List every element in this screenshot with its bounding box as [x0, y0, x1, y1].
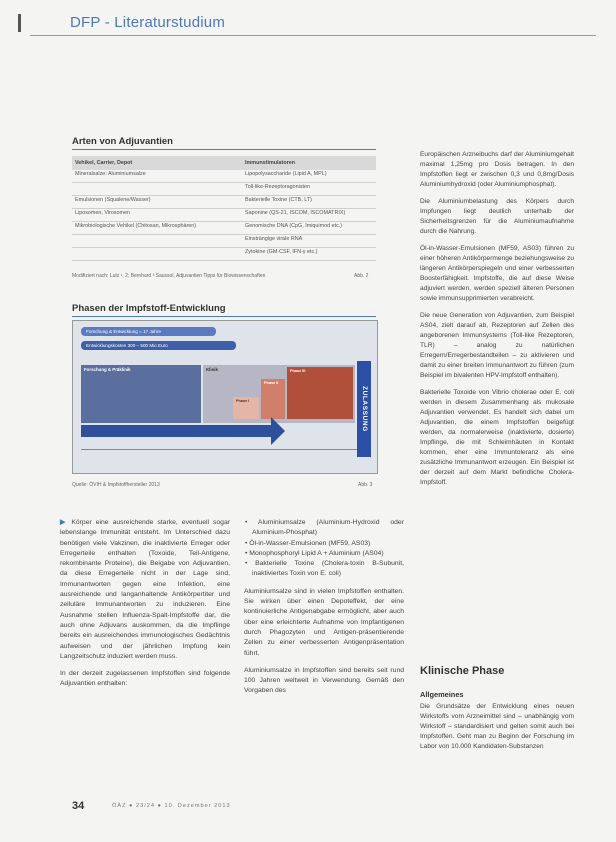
- section-title-adjuvantien: Arten von Adjuvantien: [72, 136, 173, 147]
- figure-label: Abb. 2: [354, 273, 369, 279]
- table-cell: Mineralsalze: Aluminiumsalze: [72, 170, 242, 183]
- section-divider: [72, 316, 376, 317]
- paragraph: Körper eine ausreichende starke, eventuell sogar lebenslange Immunität entsteht. Im Unterschied dazu benötigen viele Vakzinen, die inaktivierte Erreger oder Erregerteile enthalten (Toxoide, Teil-Antigene, rekombinante Proteine), die Beigabe von Adjuvantien, da diese Erregerteile nicht in der Lage sind, Immunantworten gegen eine Infektion, eine ausreichende und langanhaltende Antikörpertiter und zelluläre Immunantworten zu induzieren. Eine Ausnahme stellen Influenza-Spalt-Impfstoffe dar, die auch ohne Adjuvans auskommen, da die Impflinge bereits ein ausreichendes immunologisches Gedächtnis aufweisen und der jährlichen Impfung kein Langzeitschutz induziert werden muss.: [60, 519, 230, 660]
- table-row: [72, 235, 376, 248]
- table-footnote: Modifiziert nach: Lutz ¹, 2; Bernhard ³ Saussol, Adjuvantien Tipps für Biowissenschaften: [72, 273, 266, 279]
- table-row: [72, 209, 376, 222]
- margin-mark: [18, 14, 21, 32]
- list-item: • Aluminiumsalze (Aluminium-Hydroxid oder Aluminium-Phosphat): [252, 518, 404, 539]
- continuation-arrow-icon: ▶: [60, 519, 72, 526]
- table-header-row: [72, 156, 376, 170]
- paragraph: Die neue Generation von Adjuvantien, zum Beispiel AS04, zielt darauf ab, Rezeptoren auf Zellen des angeborenen Immunsystems (Toll-like Rezeptoren, TLR) – analog zu natürlichen Erregern/Erregerbestandteilen – zu aktivieren und damit zu einer breiten Immunantwort zu führen (zum Beispiel im bivalenten HPV-Impfstoff enthalten).: [420, 312, 574, 379]
- figure-label: Abb. 3: [358, 482, 373, 488]
- diagram-caption: Quelle: ÖVIH & Impfstoffhersteller 2013: [72, 482, 160, 488]
- list-item: • Öl-in-Wasser-Emulsionen (MF59, AS03): [252, 539, 404, 549]
- publication-footer: ÖÄZ ● 23/24 ● 10. Dezember 2013: [112, 803, 231, 809]
- research-block: Forschung & Präklinik: [81, 365, 201, 423]
- paragraph: Bakterielle Toxoide von Vibrio cholerae oder E. coli werden in diesem Zusammenhang als mukosale Adjuvantien verwendet. Es handelt sich dabei um Adjuvantien, die einem Impfstoffen beigefügt werden, da normalerweise (inaktivierte, dosierte) Impflinge, die mit Schleimhäuten in Kontakt kommen, eher eine Immuntoleranz als eine zusätzliche Immunantwort erzeugen. Ein Beispiel ist der derzeit auf dem Markt befindliche Cholera-Impfstoff.: [420, 389, 574, 486]
- adjuvant-list: [244, 518, 404, 580]
- approval-label: ZULASSUNG: [357, 361, 371, 457]
- clinic-block: Klinik: [203, 365, 355, 423]
- table-cell: [72, 183, 242, 196]
- text-column-middle: [244, 518, 404, 704]
- table-row: [72, 170, 376, 183]
- table-header-cell: Immunstimulatoren: [242, 156, 376, 170]
- subheading-allgemeines: Allgemeines: [420, 690, 464, 699]
- timeline-arrow-head: [271, 417, 285, 445]
- phase-1-block: Phase I: [233, 397, 259, 419]
- table-cell: Liposomen, Virosomen: [72, 209, 242, 222]
- duration-bar: Forschung & Entwicklung = 17 Jahre: [81, 327, 216, 336]
- table-cell: Toll-like-Rezeptoragonisten: [242, 183, 376, 196]
- phase-2-block: Phase II: [261, 379, 285, 419]
- paragraph: Öl-in-Wasser-Emulsionen (MF59, AS03) führen zu einer höheren Antikörpermenge beziehungsweise zu längeren Antikörperspiegeln und einer verbesserten Boosterfähigkeit. Impfstoffe, die auf diese Weise adjuviert werden, werden speziell älteren Personen sowie immunsupprimierten verabreicht.: [420, 245, 574, 302]
- adjuvant-table: [72, 156, 376, 261]
- table-cell: Genomische DNA (CpG, Imiquimod etc.): [242, 222, 376, 235]
- table-row: [72, 248, 376, 261]
- table-row: [72, 183, 376, 196]
- page-number: 34: [72, 800, 85, 812]
- list-item: • Bakterielle Toxine (Cholera-toxin B-Subunit, inaktiviertes Toxin von E. coli): [252, 559, 404, 580]
- paragraph: Aluminiumsalze sind in vielen Impfstoffen enthalten. Sie wirken über einen Depoteffekt, der eine kontinuierliche Antigenabgabe ermöglicht, aber auch über eine erleichterte Aufnahme von Impfantigenen durch Phagozyten und Antigen-präsentierende Zellen zu einer verbesserten Antigenpräsentation führt.: [244, 587, 404, 657]
- table-cell: Einsträngige virale RNA: [242, 235, 376, 248]
- paragraph: In der derzeit zugelassenen Impfstoffen sind folgende Adjuvantien enthalten:: [60, 670, 230, 688]
- list-item: • Monophosphoryl Lipid A + Aluminium (AS04): [252, 549, 404, 559]
- text-column-left: [60, 518, 230, 697]
- paragraph: Aluminiumsalze in Impfstoffen sind bereits seit rund 100 Jahren weltweit in Verwendung. Gemäß den Vorgaben des: [244, 666, 404, 695]
- table-cell: [72, 248, 242, 261]
- table-row: [72, 222, 376, 235]
- table-cell: Emulsionen (Squalene/Wasser): [72, 196, 242, 209]
- table-cell: Mikrobiologische Vehikel (Chitosan, Mikrosphären): [72, 222, 242, 235]
- table-cell: Zytokine (GM-CSF, IFN-γ etc.): [242, 248, 376, 261]
- cost-bar: Entwicklungskosten 300 – 500 Mio Euro: [81, 341, 236, 350]
- page-header-title: DFP - Literaturstudium: [70, 14, 226, 31]
- paragraph: Die Aluminiumbelastung des Körpers durch Impfungen liegt deutlich unterhalb der Sicherheitsgrenzen für die Aluminiumaufnahme durch die Nahrung.: [420, 198, 574, 235]
- table-cell: Bakterielle Toxine (CTB, LT): [242, 196, 376, 209]
- paragraph: Europäischen Arzneibuchs darf der Aluminiumgehalt maximal 1,25mg pro Dosis betragen. In den Impfstoffen liegt er zwischen 0,3 und 0,8mg/Dosis Aluminiumhydroxid (oder Aluminiumphosphat).: [420, 151, 574, 188]
- text-column-right-bottom: [420, 702, 574, 759]
- table-cell: Lipopolysaccharide (Lipid A, MPL): [242, 170, 376, 183]
- table-header-cell: Vehikel, Carrier, Depot: [72, 156, 242, 170]
- table-cell: [72, 235, 242, 248]
- header-divider: [30, 35, 596, 36]
- section-heading-klinische-phase: Klinische Phase: [420, 665, 505, 677]
- timeline-arrow: [81, 425, 271, 437]
- phase-diagram: [72, 320, 378, 474]
- section-divider: [72, 149, 376, 150]
- table-cell: Saponine (QS-21, ISCOM, ISCOMATRIX): [242, 209, 376, 222]
- diagram-baseline: [81, 449, 357, 450]
- paragraph: Die Grundsätze der Entwicklung eines neuen Wirkstoffs vom Arzneimittel sind – unabhängig vom Wirkstoff – standardisiert und gelten somit auch bei Impfstoffen. Geht man zu Beginn der Forschung im Labor von 10.000 Kandidaten-Substanzen: [420, 703, 574, 750]
- phase-3-block: Phase III: [287, 367, 353, 419]
- text-column-right: [420, 150, 574, 495]
- table-row: [72, 196, 376, 209]
- section-title-phasen: Phasen der Impfstoff-Entwicklung: [72, 303, 226, 314]
